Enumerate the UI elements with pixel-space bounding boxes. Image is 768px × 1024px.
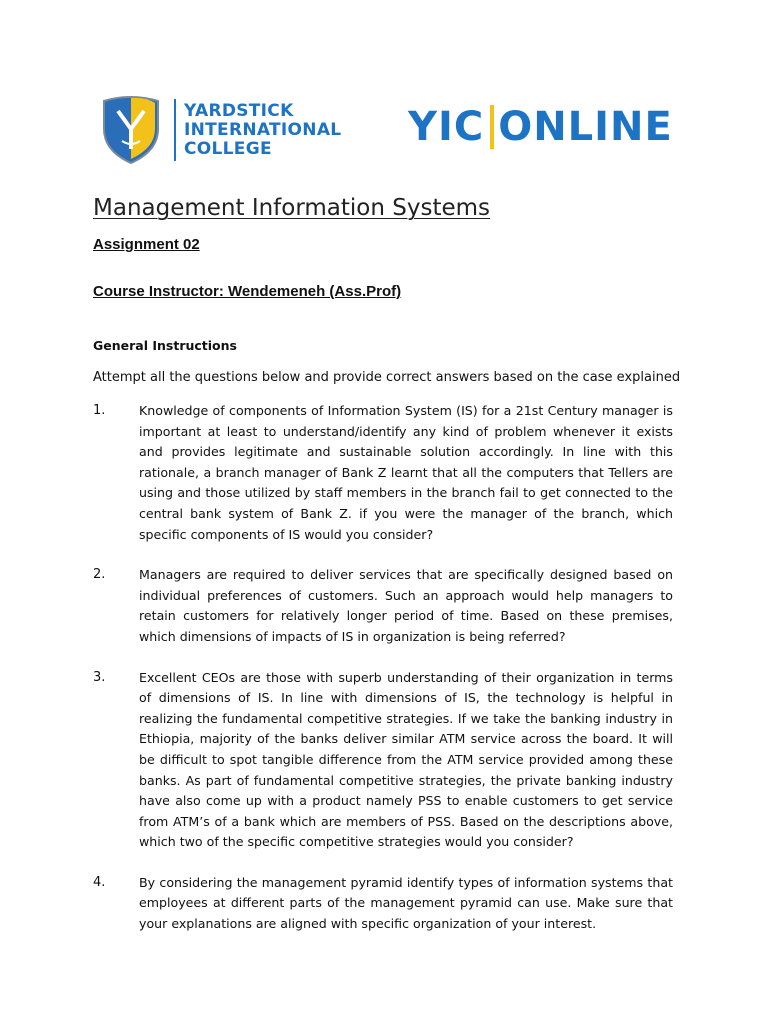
question-text: Knowledge of components of Information System (IS) for a 21st Century manager is important at least to understand/identify any kind of problem whenever it exists and provides legitimate and sustainable solution accordingly. In line with this rationale, a branch manager of Bank Z learnt that all the computers that Tellers are using and those utilized by staff members in the branch fail to get connected to the central bank system of Bank Z. if you were the manager of the branch, which specific components of IS would you consider? (139, 403, 673, 542)
logo-wordmark (184, 102, 341, 159)
question-number: 4. (93, 874, 106, 890)
question-text: By considering the management pyramid identify types of information systems that employees at different parts of the management pyramid can use. Make sure that your explanations are aligned with specific organization of your interest. (139, 874, 673, 932)
logo-line-2: INTERNATIONAL (184, 119, 342, 140)
logo-line-3: COLLEGE (184, 138, 272, 159)
question-item (93, 873, 673, 935)
yardstick-logo (100, 95, 341, 165)
question-item (93, 668, 673, 853)
online-logo-text: ONLINE (498, 104, 673, 150)
question-number: 1. (93, 403, 106, 418)
yic-logo-text: YIC (408, 104, 485, 150)
assignment-label: Assignment 02 (93, 236, 200, 253)
yic-online-logo (408, 104, 673, 150)
yic-logo-bar (490, 105, 494, 149)
question-number: 2. (93, 567, 106, 583)
instructions-intro: Attempt all the questions below and provide correct answers based on the case explained (93, 370, 681, 385)
question-item (93, 565, 673, 647)
question-item (93, 401, 673, 545)
course-instructor: Course Instructor: Wendemeneh (Ass.Prof) (93, 283, 402, 300)
question-list (93, 401, 673, 955)
general-instructions-heading: General Instructions (93, 338, 237, 353)
question-text: Excellent CEOs are those with superb understanding of their organization in terms of dimensions of IS. In line with dimensions of IS, the technology is helpful in realizing the fundamental competitive strategies. If we take the banking industry in Ethiopia, majority of the banks deliver similar ATM service across the board. It will be difficult to spot tangible difference from the ATM service provided among these banks. As part of fundamental competitive strategies, the private banking industry have also come up with a product namely PSS to enable customers to get service from ATM’s of a bank which are members of PSS. Based on the descriptions above, which two of the specific competitive strategies would you consider? (139, 669, 673, 850)
shield-crest-icon (100, 95, 162, 165)
question-text: Managers are required to deliver services that are specifically designed based on individual preferences of customers. Such an approach would help managers to retain customers for relatively longer period of time. Based on these premises, which dimensions of impacts of IS in organization is being referred? (139, 567, 673, 644)
document-title: Management Information Systems (93, 195, 491, 221)
logo-divider (174, 99, 176, 161)
logo-line-1: YARDSTICK (184, 100, 294, 121)
question-number: 3. (93, 669, 106, 685)
